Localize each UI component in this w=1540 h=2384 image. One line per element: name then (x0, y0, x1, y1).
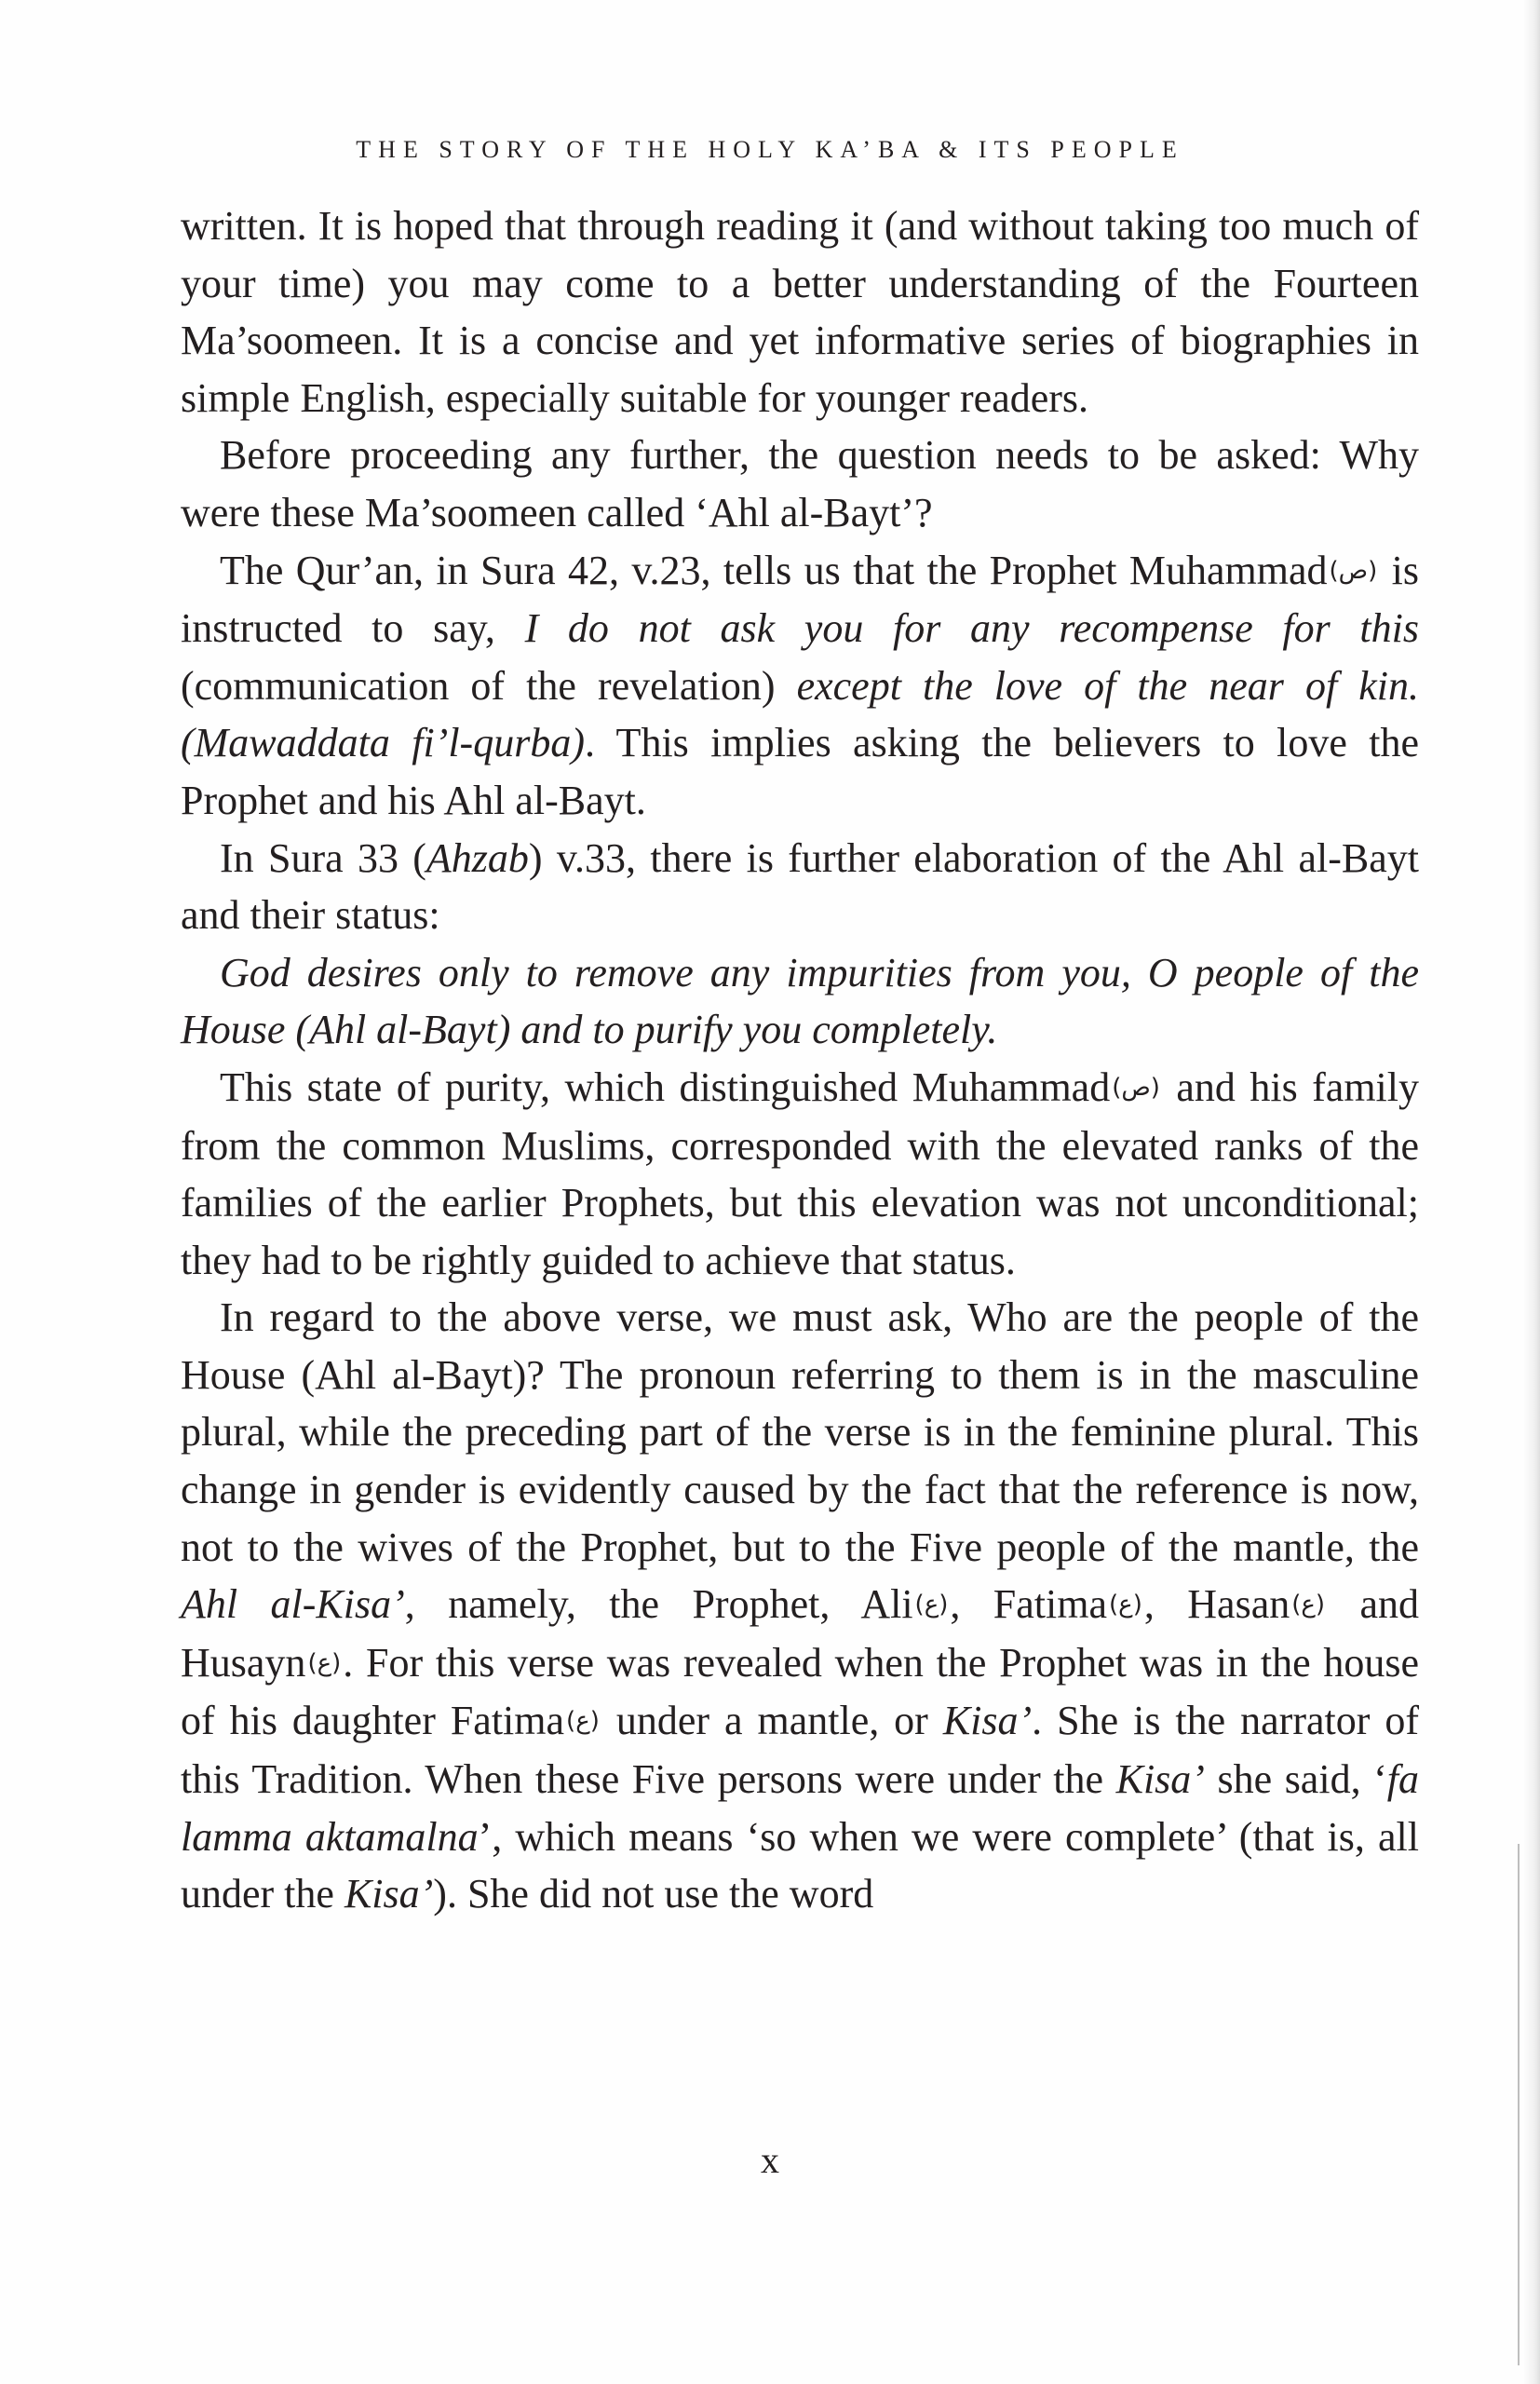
p7-text-p: ). She did not use the word (433, 1871, 874, 1917)
paragraph-6 (181, 1059, 1419, 1289)
p7-kisa-1: Kisa’ (942, 1698, 1033, 1744)
p7-text-h: under a mantle, or (601, 1698, 943, 1744)
verse-quote: God desires only to remove any impurities from you, O people of the House (Ahl al-Bayt) and to purify you completely. (181, 949, 1419, 1053)
honorific-sawa: (ص) (1112, 1073, 1160, 1102)
p7-arabic-phrase: fa lamma aktamalna (181, 1756, 1419, 1860)
p7-kisa-3: Kisa’ (344, 1871, 434, 1917)
p3-quote-b: except the love of the near of kin. (Mawaddata fi’l-qurba) (181, 662, 1419, 766)
paragraph-4 (181, 830, 1419, 944)
body-text (181, 197, 1419, 1923)
page-edge-shadow (1523, 0, 1540, 2384)
p6-text-a: This state of purity, which distinguished Muhammad (220, 1063, 1111, 1110)
p7-text-f: and Husayn (181, 1581, 1420, 1686)
p7-text-j: . She is the narrator of this Tradition. When these Five persons were under the (181, 1698, 1419, 1803)
page-number: x (761, 2139, 779, 2181)
page-edge-line (1518, 1844, 1520, 2365)
p3-text-b: is instructed to say, (181, 547, 1419, 652)
p7-kisa-2: Kisa’ (1115, 1756, 1205, 1803)
honorific-sawa: (ص) (1329, 556, 1378, 585)
paragraph-2: Before proceeding any further, the question needs to be asked: Why were these Ma’soomeen called ‘Ahl al-Bayt’? (181, 432, 1419, 535)
paragraph-1: written. It is hoped that through reading it (and without taking too much of your time) you may come to a better understanding of the Fourteen Ma’soomeen. It is a concise and yet informative series of biographies in simple English, especially suitable for younger readers. (181, 203, 1419, 421)
p7-text-c: , namely, the Prophet, Ali (404, 1581, 913, 1628)
honorific-alayhi: (ع) (1291, 1591, 1326, 1619)
paragraph-3 (181, 542, 1419, 830)
p7-text-e: , Hasan (1143, 1581, 1290, 1628)
p7-ahl-al-kisa: Ahl al-Kisa’ (181, 1581, 405, 1628)
running-head: THE STORY OF THE HOLY KA’BA & ITS PEOPLE (356, 136, 1184, 163)
honorific-alayhi: (ع) (1109, 1591, 1142, 1619)
p7-text-l: she said, ‘ (1204, 1756, 1387, 1803)
p3-text-d: (communication of the revelation) (181, 662, 797, 709)
honorific-alayhi: (ع) (566, 1707, 600, 1736)
p3-text-f: . This implies asking the believers to love the Prophet and his Ahl al-Bayt. (181, 720, 1420, 823)
p7-text-a: In regard to the above verse, we must ask, Who are the people of the House (Ahl al-Bayt)? The pronoun referring to them is in the masculine plural, while the preceding part of the verse is in the feminine plural. This change in gender is evidently caused by the fact that the reference is now, not to the wives of the Prophet, but to the Five people of the mantle, the (181, 1294, 1419, 1570)
honorific-alayhi: (ع) (914, 1591, 949, 1619)
p4-sura-name: Ahzab (426, 834, 529, 881)
paragraph-7 (181, 1289, 1419, 1923)
p3-text-a: The Qur’an, in Sura 42, v.23, tells us that the Prophet Muhammad (220, 547, 1328, 593)
p7-text-d: , Fatima (950, 1581, 1108, 1628)
p3-quote-a: I do not ask you for any recompense for this (524, 605, 1419, 652)
p4-text-c: ) v.33, there is further elaboration of the Ahl al-Bayt and their status: (181, 834, 1419, 939)
honorific-alayhi: (ع) (307, 1648, 342, 1677)
p6-text-b: and his family from the common Muslims, corresponded with the elevated ranks of the families of the earlier Prophets, but this elevation was not unconditional; they had to be rightly guided to achieve that status. (181, 1063, 1419, 1283)
p7-text-n: ’, which means ‘so when we were complete’ (that is, all under the (181, 1813, 1419, 1917)
p7-text-g: . For this verse was revealed when the Prophet was in the house of his daughter Fatima (181, 1639, 1419, 1744)
p4-text-a: In Sura 33 ( (220, 834, 426, 881)
